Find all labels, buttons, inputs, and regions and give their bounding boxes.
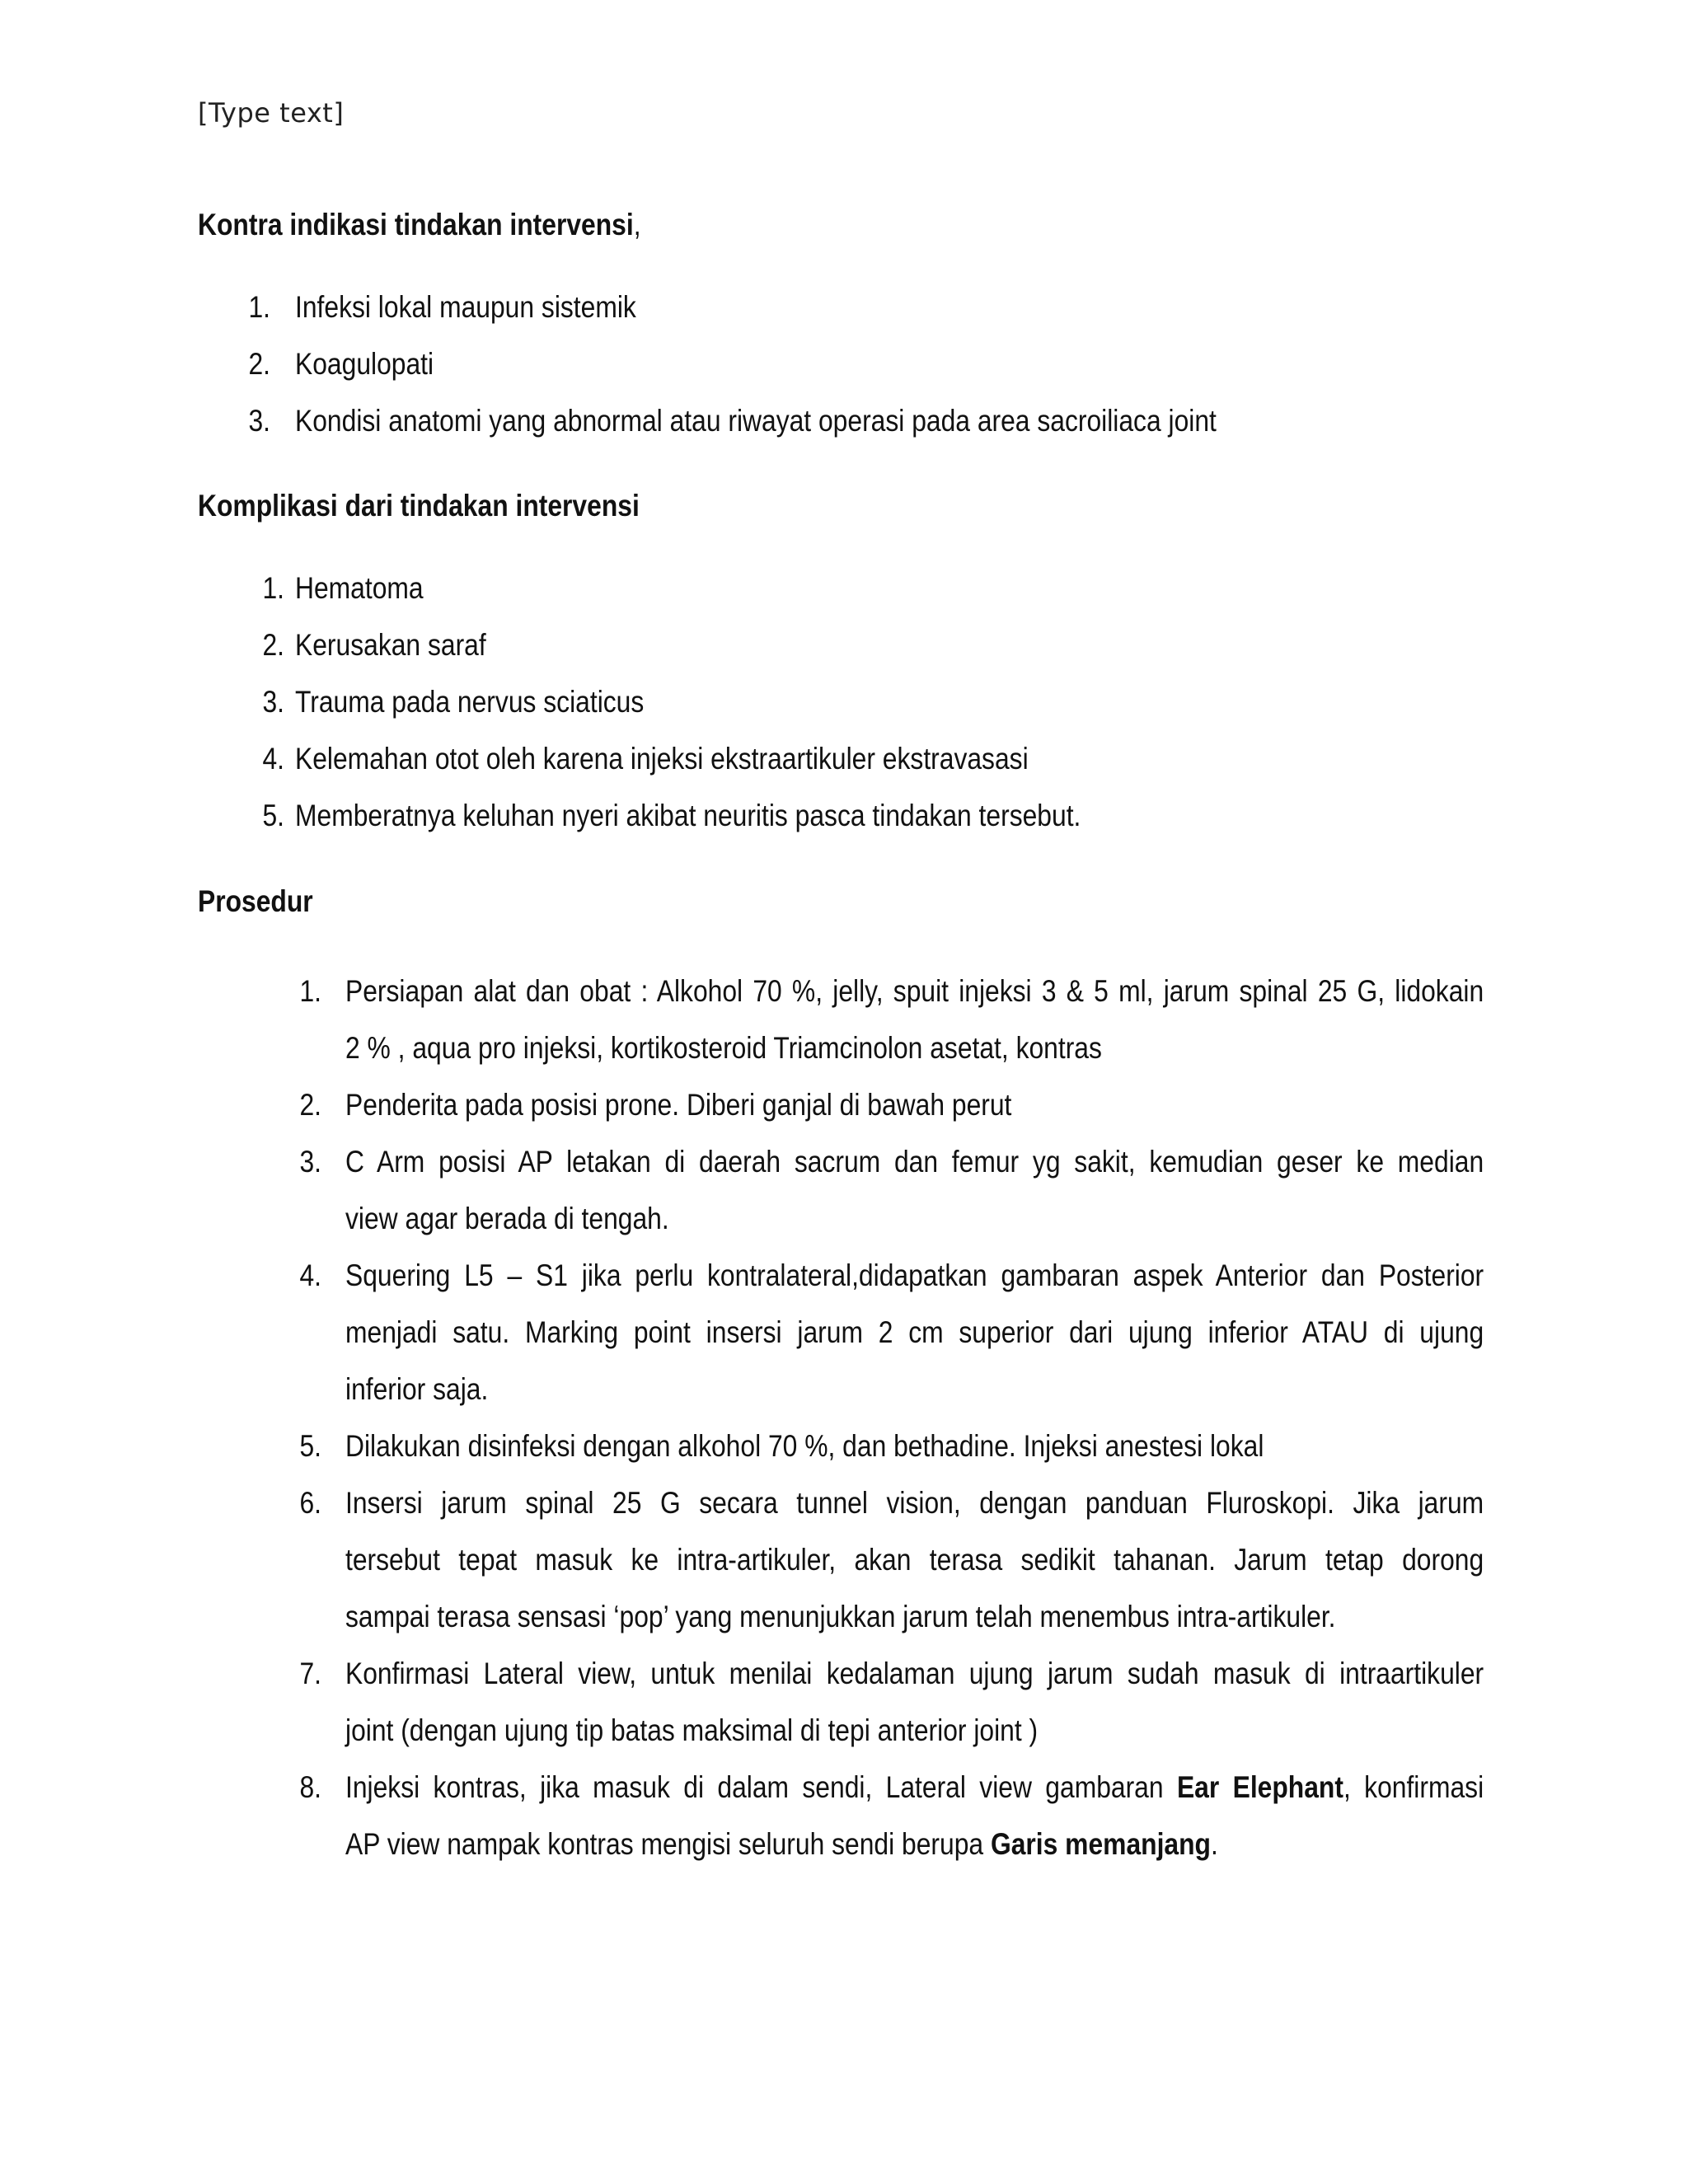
page-header-placeholder: [Type text] xyxy=(198,97,345,129)
section-title-komplikasi: Komplikasi dari tindakan intervensi xyxy=(198,489,640,523)
document-page: [Type text] Kontra indikasi tindakan intervensi, 1. Infeksi lokal maupun sistemik 2. Koagulopati 3. Kondisi anatomi yang abnormal atau riwayat operasi pada area sacroiliaca joint Komplikasi dari tindakan intervensi 1. Hematoma 2. Kerusakan saraf 3. Trauma pada nervus sciaticus 4. Kelemahan otot oleh karena injeksi ekstraartikuler ekstravasasi 5. Memberatnya keluhan nyeri akibat neuritis pasca tindakan tersebut. Prosedur 1. Persiapan alat dan obat : Alkohol 70 %, jelly, spuit injeksi 3 & 5 ml, jarum spinal 25 G, lidokain 2 % , aqua pro injeksi, kortikosteroid Triamcinolon asetat, kontras 2. Penderita pada posisi prone. Diberi ganjal di bawah perut 3. C Arm posisi AP letakan di daerah sacrum dan femur yg sakit, kemudian geser ke median view agar berada di tengah. 4. Squering L5 – S1 jika perlu kontralateral,didapatkan gambaran aspek Anterior dan Posterior menjadi satu. Marking point insersi jarum 2 cm superior dari ujung inferior ATAU di ujung inferior saja. 5. Dilakukan disinfeksi dengan alkohol 70 %, dan bethadine. Injeksi anestesi lokal 6. Insersi jarum spinal 25 G secara tunnel vision, dengan panduan Fluroskopi. Jika jarum tersebut tepat masuk ke intra-artikuler, akan terasa sedikit tahanan. Jarum tetap dorong sampai terasa sensasi ‘pop’ yang menunjukkan jarum telah menembus intra-artikuler. 7. Konfirmasi Lateral view, untuk menilai kedalaman ujung jarum sudah masuk di intraartikuler joint (dengan ujung tip batas maksimal di tepi anterior joint ) 8. Injeksi kontras, jika masuk di dalam sendi, Lateral view gambaran Ear Elephant, konfirmasi AP view nampak kontras mengisi seluruh sendi berupa Garis memanjang. xyxy=(0,0,1688,2184)
section-title-prosedur: Prosedur xyxy=(198,884,313,918)
section-title-kontra-indikasi: Kontra indikasi tindakan intervensi, xyxy=(198,208,641,241)
